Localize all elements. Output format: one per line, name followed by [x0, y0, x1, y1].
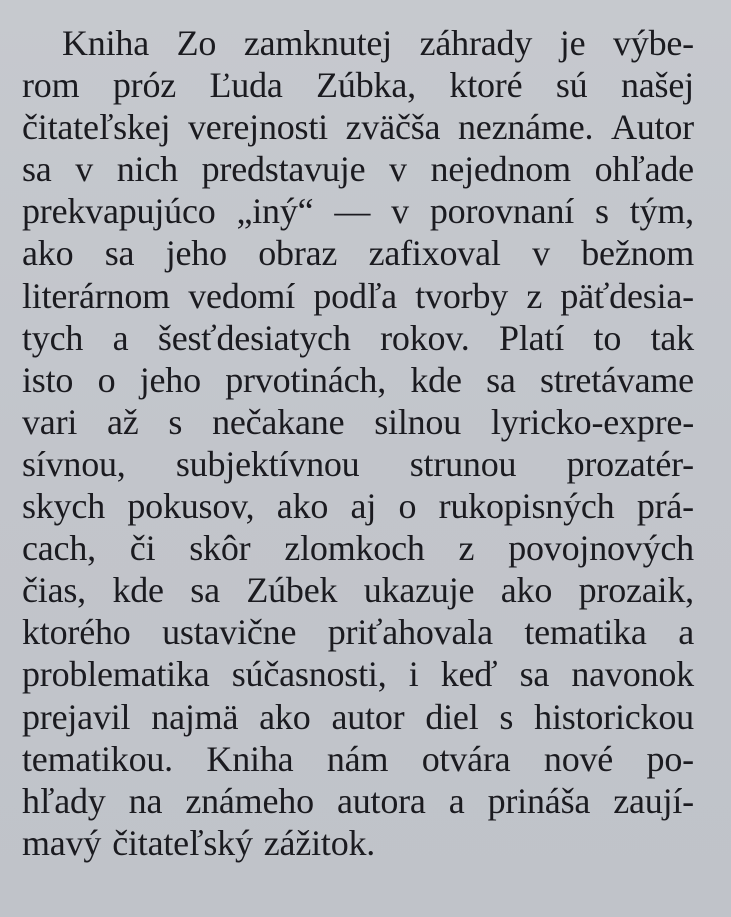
word: nich	[116, 149, 178, 190]
word: Ľuda	[209, 65, 283, 106]
word: diel	[425, 696, 479, 737]
word: v	[75, 149, 94, 190]
word: na	[128, 780, 163, 821]
word: prozaik,	[578, 570, 694, 611]
word: sa	[190, 570, 220, 611]
word: s	[594, 191, 609, 232]
word: rom	[22, 65, 80, 106]
word: to	[593, 317, 622, 358]
word: obraz	[258, 233, 338, 274]
word: či	[129, 528, 156, 569]
word: čias,	[22, 570, 86, 611]
word: ako	[22, 233, 74, 274]
text-line-8	[22, 317, 694, 359]
word: Platí	[499, 317, 565, 358]
word: prá-	[636, 486, 694, 527]
text-line-13	[22, 527, 694, 569]
word: jeho	[139, 359, 201, 400]
word: Zúbek	[246, 570, 338, 611]
word: a	[678, 612, 694, 653]
word: autor	[331, 696, 405, 737]
word: nové	[543, 738, 614, 779]
word: Zúbka,	[316, 65, 416, 106]
word: zlomkoch	[284, 528, 425, 569]
word: sa	[486, 359, 516, 400]
word: z	[458, 528, 475, 569]
word: nejednom	[430, 149, 571, 190]
word: nám	[326, 738, 389, 779]
word: ktoré	[449, 65, 523, 106]
word: skych	[22, 486, 105, 527]
text-line-17	[22, 696, 694, 738]
word: cach,	[22, 528, 96, 569]
word: v	[532, 233, 550, 274]
text-line-2	[22, 64, 694, 106]
word: až	[107, 401, 139, 442]
word: skôr	[189, 528, 251, 569]
word: s	[168, 401, 183, 442]
word: sa	[104, 233, 135, 274]
text-line-3	[22, 106, 694, 148]
word: súčasnosti,	[231, 654, 387, 695]
text-line-11	[22, 443, 694, 485]
word: kde	[410, 359, 462, 400]
word: kde	[112, 570, 164, 611]
book-blurb-page	[22, 22, 694, 864]
word: o	[398, 486, 417, 527]
word: —	[334, 191, 371, 232]
word: je	[559, 23, 586, 63]
word: historickou	[534, 696, 694, 737]
word: ukazuje	[363, 570, 475, 611]
word: ustavične	[162, 612, 297, 653]
text-line-6	[22, 232, 694, 274]
word: ohľade	[594, 149, 694, 190]
text-line-18	[22, 738, 694, 780]
word: ako	[500, 570, 553, 611]
word: čitateľský	[112, 822, 253, 863]
text-line-19	[22, 780, 694, 822]
word: zaují-	[613, 780, 694, 821]
word: literárnom	[22, 275, 170, 316]
word: podľa	[313, 275, 397, 316]
word: próz	[112, 65, 177, 106]
word: Autor	[610, 107, 694, 148]
text-line-9	[22, 359, 694, 401]
word: silnou	[374, 401, 462, 442]
text-line-10	[22, 401, 694, 443]
word: o	[97, 359, 116, 400]
word: čitateľskej	[22, 107, 171, 148]
word: otvára	[421, 738, 511, 779]
word: šesťdesiatych	[157, 317, 351, 358]
word: najmä	[151, 696, 239, 737]
word: rukopisných	[438, 486, 615, 527]
word: tak	[650, 317, 694, 358]
word: tych	[22, 317, 84, 358]
word: po-	[646, 738, 694, 779]
word: strunou	[409, 443, 517, 484]
word: s	[499, 696, 514, 737]
word: i	[408, 654, 419, 695]
word: autora	[336, 780, 426, 821]
word: v	[389, 149, 407, 190]
word: sívnou,	[22, 443, 126, 484]
word: tematika	[524, 612, 647, 653]
word: tým,	[629, 191, 694, 232]
word: Kniha	[206, 738, 294, 779]
text-line-7	[22, 275, 694, 317]
word: ako	[276, 486, 329, 527]
word: aj	[350, 486, 377, 527]
word: Zo	[176, 23, 217, 63]
word: stretávame	[540, 359, 694, 400]
word: porovnaní	[429, 191, 575, 232]
word: ktorého	[22, 612, 131, 653]
blurb-paragraph	[22, 22, 694, 864]
word: neznáme.	[457, 107, 594, 148]
word: „iný“	[236, 191, 314, 232]
word: jeho	[165, 233, 227, 274]
word: zážitok.	[263, 822, 376, 863]
word: v	[391, 191, 409, 232]
word: prekvapujúco	[22, 191, 216, 232]
text-line-4	[22, 148, 694, 190]
word: z	[526, 275, 543, 316]
word: subjektívnou	[175, 443, 360, 484]
word: zamknutej	[243, 23, 392, 63]
word: povojnových	[508, 528, 694, 569]
word: ako	[259, 696, 311, 737]
word: verejnosti	[188, 107, 328, 148]
word: záhrady	[419, 23, 533, 63]
word: výbe-	[612, 23, 694, 63]
word: známeho	[185, 780, 314, 821]
word: bežnom	[581, 233, 694, 274]
word: prozatér-	[566, 443, 694, 484]
word: sa	[519, 654, 550, 695]
word: keď	[440, 654, 498, 695]
word: tematikou.	[22, 738, 173, 779]
word: problematika	[22, 654, 210, 695]
word: Kniha	[62, 23, 149, 63]
text-line-15	[22, 611, 694, 653]
text-line-14	[22, 569, 694, 611]
text-line-16	[22, 653, 694, 695]
word: vedomí	[188, 275, 296, 316]
word: sa	[22, 149, 52, 190]
word: rokov.	[380, 317, 470, 358]
word: prejavil	[22, 696, 131, 737]
word: prináša	[487, 780, 591, 821]
word: zväčša	[345, 107, 441, 148]
word: prvotinách,	[225, 359, 386, 400]
word: vari	[22, 401, 78, 442]
word: mavý	[22, 822, 102, 863]
word: lyricko-expre-	[490, 401, 694, 442]
word: navonok	[571, 654, 694, 695]
word: zafixoval	[368, 233, 501, 274]
word: isto	[22, 359, 74, 400]
word: sú	[555, 65, 588, 106]
word: tvorby	[415, 275, 509, 316]
text-line-12	[22, 485, 694, 527]
word: a	[112, 317, 129, 358]
word: a	[448, 780, 465, 821]
word: hľady	[22, 780, 106, 821]
word: nečakane	[212, 401, 345, 442]
word: priťahovala	[327, 612, 493, 653]
word: predstavuje	[201, 149, 366, 190]
word: našej	[620, 65, 694, 106]
text-line-1	[22, 22, 694, 64]
text-line-5	[22, 190, 694, 232]
word: päťdesia-	[560, 275, 694, 316]
word: pokusov,	[127, 486, 255, 527]
text-line-20	[22, 822, 694, 864]
